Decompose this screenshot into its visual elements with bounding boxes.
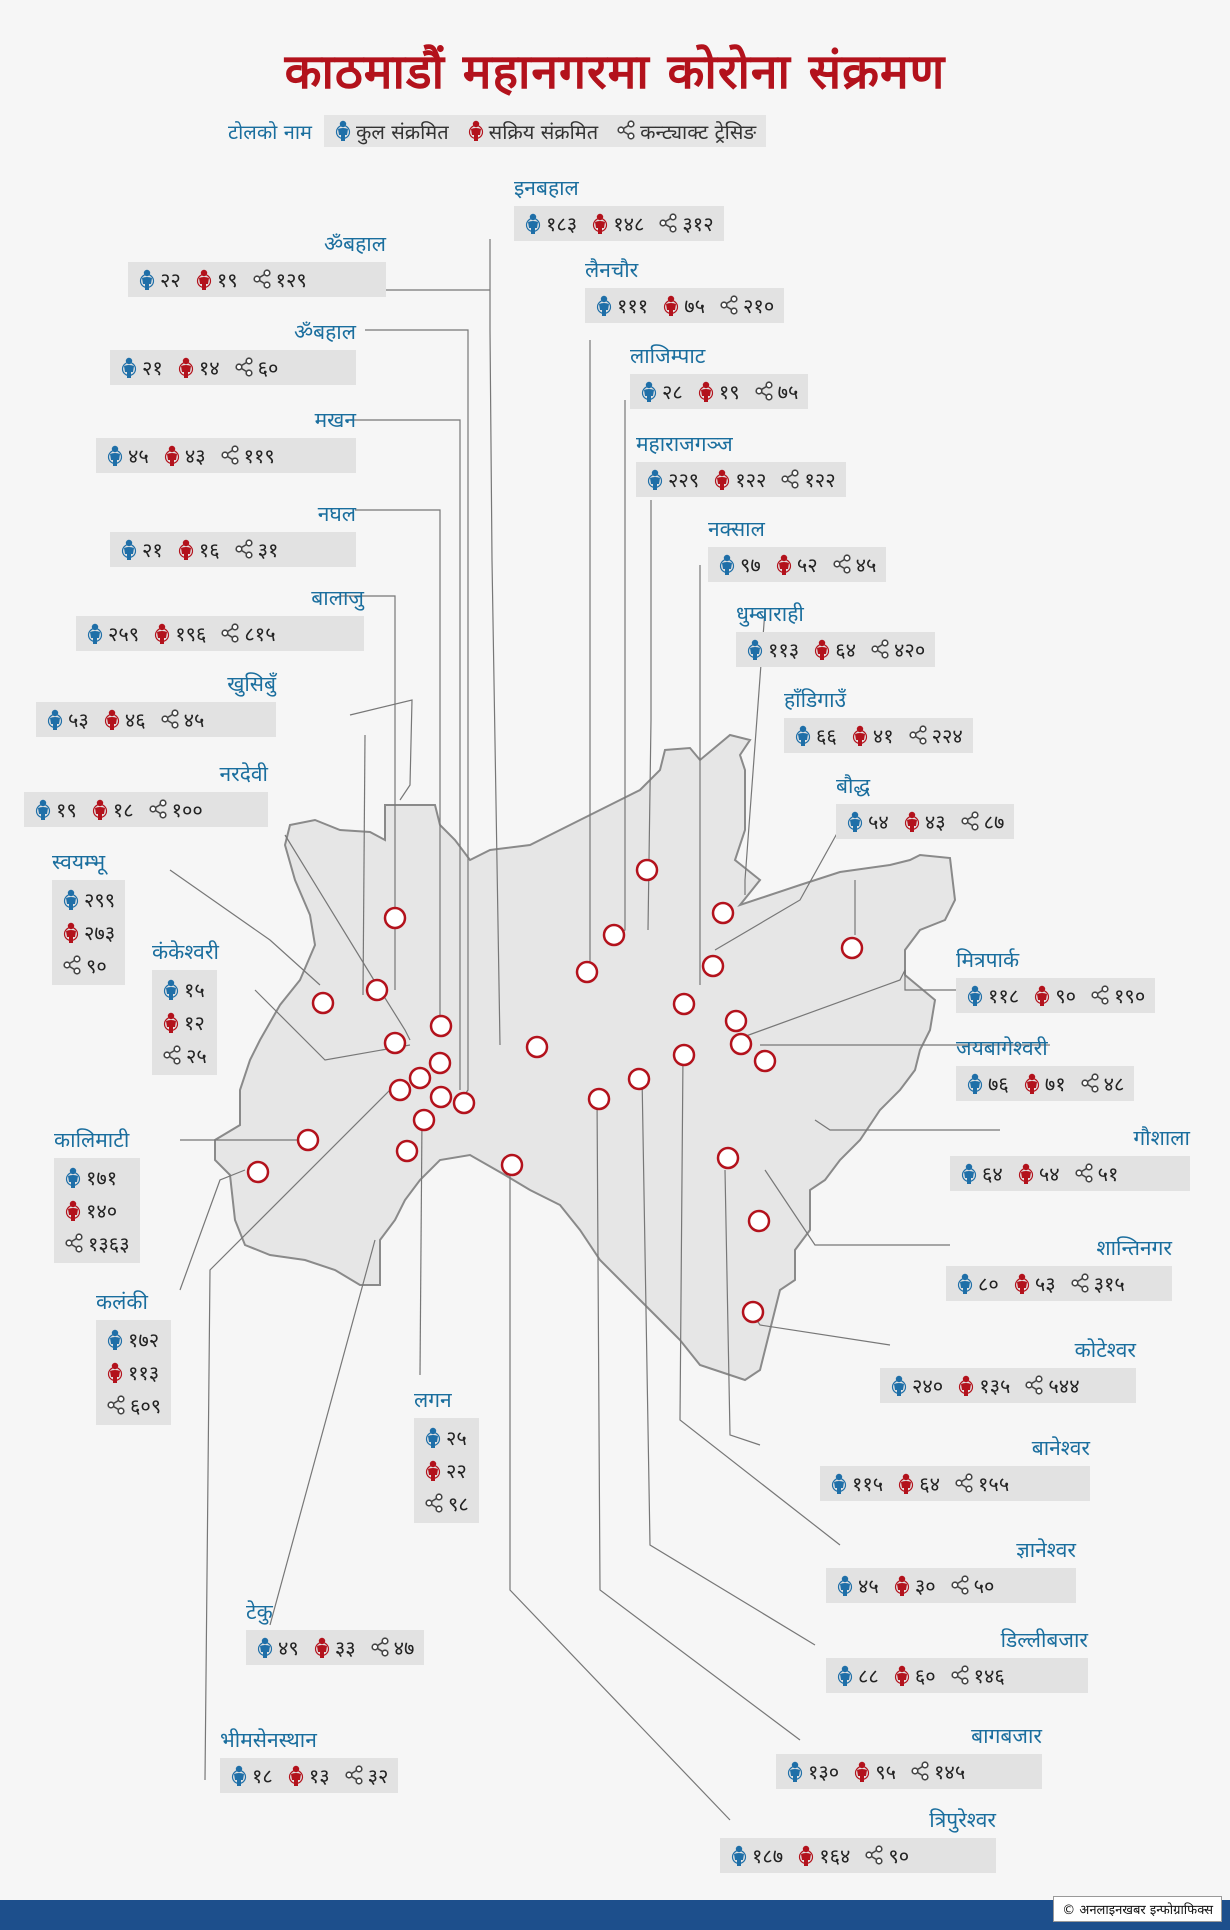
contact-tracing-icon [160,709,180,731]
location-makhan [96,406,356,473]
contact-value: १३६३ [88,1232,130,1256]
active-infected-icon [287,1765,305,1787]
location-name: इनबहाल [514,176,579,200]
total-value: १८७ [752,1844,784,1868]
location-name: बालाजु [311,586,364,610]
total-infected-icon [960,1163,978,1185]
contact-tracing-icon [162,1045,182,1067]
total-value: ४५ [858,1574,879,1598]
location-name: ज्ञानेश्वर [1016,1538,1076,1562]
contact-tracing-icon [832,554,852,576]
active-value: १९६ [175,622,207,646]
active-value: ४३ [184,444,206,468]
total-infected-icon [138,269,156,291]
contact-value: ४२० [894,638,926,662]
active-value: ५३ [1034,1272,1056,1296]
location-name: बौद्ध [836,774,871,798]
active-infected-icon [106,1362,124,1384]
location-name: भीमसेनस्थान [220,1728,317,1752]
total-infected-icon [86,623,104,645]
contact-tracing-icon [908,725,928,747]
total-value: ९७ [740,553,761,577]
active-infected-icon [62,922,80,944]
location-name: ॐबहाल [324,232,386,256]
location-name: जयबागेश्वरी [956,1036,1048,1060]
location-name: महाराजगञ्ज [636,432,733,456]
total-value: ७६ [988,1072,1009,1096]
total-value: १७१ [86,1166,118,1190]
contact-value: २२४ [931,724,963,748]
contact-tracing-icon [220,445,240,467]
total-infected-icon [890,1375,908,1397]
active-infected-icon [853,1761,871,1783]
active-value: १८ [112,798,134,822]
contact-tracing-icon [754,381,774,403]
total-value: २१ [142,356,163,380]
contact-tracing-icon [1024,1375,1044,1397]
total-value: २५ [446,1426,467,1450]
location-maharajgunj [636,430,846,497]
active-value: ५४ [1038,1162,1060,1186]
active-infected-icon [1017,1163,1035,1185]
contact-value: २१० [743,294,775,318]
total-value: २९९ [84,888,116,912]
contact-tracing-icon [1074,1163,1094,1185]
contact-value: ९८ [448,1492,469,1516]
total-value: १८३ [546,212,578,236]
total-infected-icon [956,1273,974,1295]
active-infected-icon [713,469,731,491]
location-gyaneshwar [826,1536,1076,1603]
location-name: नरदेवी [219,762,268,786]
contact-value: ५४४ [1048,1374,1080,1398]
location-naxal [708,515,886,582]
active-value: ९० [1055,984,1077,1008]
active-infected-icon [64,1200,82,1222]
total-value: ८८ [858,1664,879,1688]
active-infected-icon [163,445,181,467]
location-name: धुम्बाराही [736,602,804,626]
active-infected-icon [424,1460,442,1482]
contact-tracing-icon [106,1395,126,1417]
location-name: खुसिबुँ [227,672,276,696]
contact-value: ८१५ [244,622,276,646]
location-inbahal [514,174,724,241]
location-name: लगन [414,1388,452,1412]
location-balaju [76,584,364,651]
active-infected-icon [893,1665,911,1687]
contact-tracing-icon [64,1233,84,1255]
location-name: लाजिम्पाट [630,344,706,368]
location-naghal [110,500,356,567]
contact-value: ३१२ [682,212,714,236]
active-value: ४६ [124,708,146,732]
contact-value: ६० [257,356,279,380]
location-dillibazar [826,1626,1088,1693]
contact-tracing-icon [910,1761,930,1783]
total-infected-icon [646,469,664,491]
contact-value: ४७ [393,1636,415,1660]
total-value: २१ [142,538,163,562]
active-value: ७१ [1044,1072,1066,1096]
total-infected-icon [836,1665,854,1687]
active-infected-icon [1013,1273,1031,1295]
total-infected-icon [230,1765,248,1787]
location-swayambhu [52,848,125,985]
location-lagan [414,1386,479,1523]
total-value: २२९ [668,468,700,492]
location-gaushala [950,1124,1190,1191]
location-name: कलंकी [96,1290,148,1314]
active-value: ४१ [872,724,894,748]
active-value: १३ [308,1764,330,1788]
active-value: २२ [446,1459,467,1483]
contact-value: १४५ [934,1760,966,1784]
active-value: ६० [914,1664,936,1688]
active-value: ३३ [334,1636,356,1660]
total-value: ५४ [868,810,889,834]
total-infected-icon [718,554,736,576]
active-value: ३० [914,1574,936,1598]
contact-value: ५१ [1097,1162,1119,1186]
contact-tracing-icon [1080,1073,1100,1095]
location-name: गौशाला [1133,1126,1190,1150]
active-infected-icon [957,1375,975,1397]
total-infected-icon [836,1575,854,1597]
active-value: २७३ [84,921,116,945]
credit: © अनलाइनखबर इन्फोग्राफिक्स [1053,1896,1222,1922]
location-omb1 [128,230,386,297]
total-infected-icon [256,1637,274,1659]
contact-value: १४६ [973,1664,1005,1688]
contact-tracing-icon [780,469,800,491]
contact-tracing-icon [370,1637,390,1659]
location-name: टेकु [246,1600,273,1624]
location-name: हाँडिगाउँ [784,688,847,712]
active-value: १२ [184,1011,205,1035]
active-infected-icon [1033,985,1051,1007]
location-name: कालिमाटी [54,1128,130,1152]
total-value: २४० [912,1374,944,1398]
location-teku [246,1598,424,1665]
total-infected-icon [794,725,812,747]
total-value: १५ [184,978,205,1002]
location-handigaun [784,686,973,753]
total-value: ११३ [768,638,800,662]
location-mitrapark [956,946,1155,1013]
total-infected-icon [34,799,52,821]
active-infected-icon [195,269,213,291]
contact-tracing-icon [950,1575,970,1597]
total-infected-icon [46,709,64,731]
active-infected-icon [697,381,715,403]
active-infected-icon [153,623,171,645]
total-value: १७२ [128,1328,160,1352]
active-infected-icon [103,709,121,731]
location-kankeshwari [152,938,219,1075]
location-khusibu [36,670,276,737]
total-value: ५३ [68,708,89,732]
active-infected-icon [893,1575,911,1597]
active-value: १४ [198,356,220,380]
active-infected-icon [813,639,831,661]
active-value: ११३ [128,1361,160,1385]
contact-value: १२९ [275,268,307,292]
legend-active-label: सक्रिय संक्रमित [488,119,599,144]
contact-tracing-icon [864,1845,884,1867]
contact-value: ११९ [243,444,275,468]
total-infected-icon [966,985,984,1007]
active-value: १६४ [819,1844,851,1868]
page-title: काठमाडौं महानगरमा कोरोना संक्रमण [284,44,946,100]
total-value: ११५ [852,1472,884,1496]
contact-tracing-icon [234,539,254,561]
location-name: डिल्लीबजार [1000,1628,1088,1652]
total-value: ११८ [988,984,1020,1008]
contact-value: ६०९ [130,1394,162,1418]
location-name: स्वयम्भू [52,850,106,874]
location-lazimpat [630,342,808,409]
location-tripureshwar [720,1806,996,1873]
location-jaybageshwari [956,1034,1134,1101]
active-value: १४० [86,1199,118,1223]
legend-tole-label: टोलको नाम [228,119,312,144]
total-infected-icon [62,889,80,911]
location-baneshwar [820,1434,1090,1501]
active-infected-icon [1023,1073,1041,1095]
active-infected-icon [903,811,921,833]
location-bagbazar [776,1722,1042,1789]
location-kalanki [96,1288,171,1425]
total-infected-icon [106,445,124,467]
contact-tracing-icon [252,269,272,291]
active-infected-icon [775,554,793,576]
total-infected-icon [120,539,138,561]
location-bhimsensthan [220,1726,398,1793]
active-value: १९ [718,380,740,404]
active-value: १९ [216,268,238,292]
location-dhumbarahi [736,600,935,667]
contact-value: ४५ [183,708,205,732]
location-omb2 [110,318,356,385]
active-infected-icon [797,1845,815,1867]
contact-value: ३२ [367,1764,389,1788]
contact-value: १२२ [804,468,836,492]
total-infected-icon [846,811,864,833]
location-name: कोटेश्वर [1074,1338,1136,1362]
total-infected-icon [64,1167,82,1189]
active-infected-icon [177,357,195,379]
location-kalimati [54,1126,140,1263]
contact-value: १५५ [978,1472,1010,1496]
location-name: मित्रपार्क [956,948,1020,972]
contact-tracing-icon [950,1665,970,1687]
footer-bar [0,1900,1230,1930]
total-value: १३० [808,1760,840,1784]
active-infected-icon [851,725,869,747]
total-value: १८ [252,1764,273,1788]
contact-tracing-icon [148,799,168,821]
contact-value: ८७ [983,810,1005,834]
contact-value: ७५ [777,380,799,404]
location-name: मखन [314,408,356,432]
contact-value: ३१५ [1093,1272,1125,1296]
active-value: ६४ [835,638,857,662]
total-infected-icon [966,1073,984,1095]
active-value: ६४ [919,1472,941,1496]
contact-tracing-icon [62,955,82,977]
active-infected-icon [177,539,195,561]
active-value: १६ [198,538,220,562]
location-name: ॐबहाल [294,320,356,344]
active-infected-icon [591,213,609,235]
contact-tracing-icon [1090,985,1110,1007]
total-value: ४९ [278,1636,299,1660]
location-name: बानेश्वर [1031,1436,1090,1460]
contact-value: ९० [86,954,107,978]
contact-value: २५ [186,1044,207,1068]
total-infected-icon [746,639,764,661]
active-infected-icon [313,1637,331,1659]
active-infected-icon [91,799,109,821]
contact-tracing-icon [424,1493,444,1515]
contact-value: ९० [888,1844,910,1868]
location-name: बागबजार [971,1724,1042,1748]
location-shantinagar [946,1234,1172,1301]
active-value: ९५ [875,1760,897,1784]
total-value: ८० [978,1272,999,1296]
active-value: ५२ [796,553,818,577]
legend-contact-label: कन्ट्याक्ट ट्रेसिङ [640,119,757,144]
active-infected-icon [162,1012,180,1034]
total-infected-icon [786,1761,804,1783]
location-nardevi [24,760,268,827]
contact-tracing-icon [220,623,240,645]
location-lainchaur [585,256,784,323]
total-infected-icon [424,1427,442,1449]
total-value: २२ [160,268,181,292]
location-name: नघल [317,502,356,526]
location-name: शान्तिनगर [1096,1236,1172,1260]
location-koteshwar [880,1336,1136,1403]
total-infected-icon [595,295,613,317]
contact-tracing-icon [954,1473,974,1495]
contact-tracing-icon [1070,1273,1090,1295]
total-infected-icon [640,381,658,403]
total-infected-icon [106,1329,124,1351]
contact-tracing-icon [658,213,678,235]
contact-tracing-icon [960,811,980,833]
active-value: ७५ [684,294,706,318]
total-value: ६६ [816,724,837,748]
total-infected-icon [830,1473,848,1495]
total-value: २८ [662,380,683,404]
active-infected-icon [662,295,680,317]
location-name: नक्साल [708,517,765,541]
total-value: ६४ [982,1162,1003,1186]
location-name: त्रिपुरेश्वर [929,1808,996,1832]
total-infected-icon [120,357,138,379]
location-name: लैनचौर [585,258,639,282]
total-value: १११ [617,294,649,318]
contact-tracing-icon [719,295,739,317]
contact-tracing-icon [234,357,254,379]
contact-value: ४८ [1103,1072,1125,1096]
total-value: २५९ [108,622,140,646]
contact-tracing-icon [870,639,890,661]
total-infected-icon [162,979,180,1001]
legend-total-label: कुल संक्रमित [355,119,449,144]
contact-tracing-icon [344,1765,364,1787]
active-value: ४३ [924,810,946,834]
active-value: १४८ [613,212,645,236]
contact-value: ४५ [855,553,877,577]
location-baudha [836,772,1014,839]
total-infected-icon [524,213,542,235]
total-value: ४५ [128,444,149,468]
active-value: १३५ [979,1374,1011,1398]
contact-value: १९० [1114,984,1146,1008]
total-value: १९ [56,798,77,822]
total-infected-icon [730,1845,748,1867]
active-value: १२२ [735,468,767,492]
contact-value: ५० [973,1574,995,1598]
location-name: कंकेश्वरी [152,940,219,964]
active-infected-icon [897,1473,915,1495]
contact-value: ३१ [257,538,279,562]
contact-value: १०० [171,798,203,822]
